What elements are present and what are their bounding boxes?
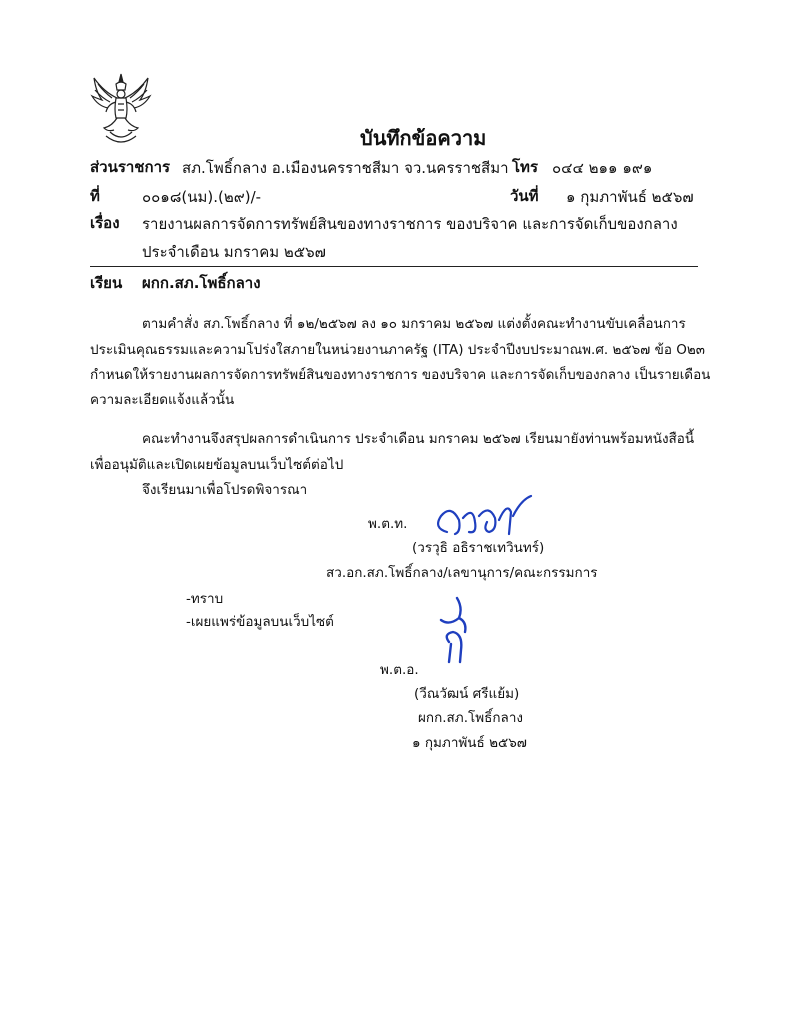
phone-value: ๐๔๔ ๒๑๑ ๑๙๑ xyxy=(552,159,653,177)
subject-label: เรื่อง xyxy=(90,214,120,232)
signer-2-name: (วีณวัฒน์ ศรีแย้ม) xyxy=(414,686,520,702)
ref-label: ที่ xyxy=(90,187,100,205)
phone-label: โทร xyxy=(512,158,539,176)
signer-2-position: ผกก.สภ.โพธิ์กลาง xyxy=(418,710,523,726)
subject-line-1: รายงานผลการจัดการทรัพย์สินของทางราชการ ของบริจาค และการจัดเก็บของกลาง xyxy=(142,215,678,233)
signer-1-position: สว.อก.สภ.โพธิ์กลาง/เลขานุการ/คณะกรรมการ xyxy=(326,565,598,581)
paragraph-1-line-3: กำหนดให้รายงานผลการจัดการทรัพย์สินของทางราชการ ของบริจาค และการจัดเก็บของกลาง เป็นรายเดือน xyxy=(90,367,711,383)
paragraph-1-line-1: ตามคำสั่ง สภ.โพธิ์กลาง ที่ ๑๒/๒๕๖๗ ลง ๑๐ มกราคม ๒๕๖๗ แต่งตั้งคณะทำงานขับเคลื่อนการ xyxy=(142,316,686,332)
subject-line-2: ประจำเดือน มกราคม ๒๕๖๗ xyxy=(142,243,326,261)
signer-1-name: (วรวุธิ อธิราชเทวินทร์) xyxy=(412,540,545,556)
paragraph-2-line-1: คณะทำงานจึงสรุปผลการดำเนินการ ประจำเดือน มกราคม ๒๕๖๗ เรียนมายังท่านพร้อมหนังสือนี้ xyxy=(142,431,695,447)
paragraph-1-line-2: ประเมินคุณธรรมและความโปร่งใสภายในหน่วยงานภาครัฐ (ITA) ประจำปีงบประมาณพ.ศ. ๒๕๖๗ ข้อ O๒๓ xyxy=(90,342,706,358)
signature-2-icon xyxy=(425,594,485,666)
agency-label: ส่วนราชการ xyxy=(90,158,171,176)
closing-line: จึงเรียนมาเพื่อโปรดพิจารณา xyxy=(142,482,308,498)
order-item-1: -ทราบ xyxy=(186,591,224,607)
order-item-2: -เผยแพร่ข้อมูลบนเว็บไซต์ xyxy=(186,614,334,630)
ref-value: ๐๐๑๘(นม).(๒๙)/- xyxy=(142,188,262,206)
agency-value: สภ.โพธิ์กลาง อ.เมืองนครราชสีมา จว.นครราชสีมา xyxy=(182,159,509,177)
paragraph-1-line-4: ความละเอียดแจ้งแล้วนั้น xyxy=(90,392,235,408)
document-title: บันทึกข้อความ xyxy=(360,126,487,150)
signer-1-rank: พ.ต.ท. xyxy=(368,516,408,532)
to-value: ผกก.สภ.โพธิ์กลาง xyxy=(142,274,261,292)
signer-2-date: ๑ กุมภาพันธ์ ๒๕๖๗ xyxy=(412,735,527,751)
signature-1-icon xyxy=(425,492,537,540)
paragraph-2-line-2: เพื่ออนุมัติและเปิดเผยข้อมูลบนเว็บไซต์ต่อไป xyxy=(90,457,344,473)
header-divider xyxy=(90,266,698,267)
to-label: เรียน xyxy=(90,274,123,292)
date-value: ๑ กุมภาพันธ์ ๒๕๖๗ xyxy=(566,188,694,206)
garuda-emblem-icon xyxy=(90,68,152,146)
date-label: วันที่ xyxy=(510,187,539,205)
signer-2-rank: พ.ต.อ. xyxy=(380,662,419,678)
